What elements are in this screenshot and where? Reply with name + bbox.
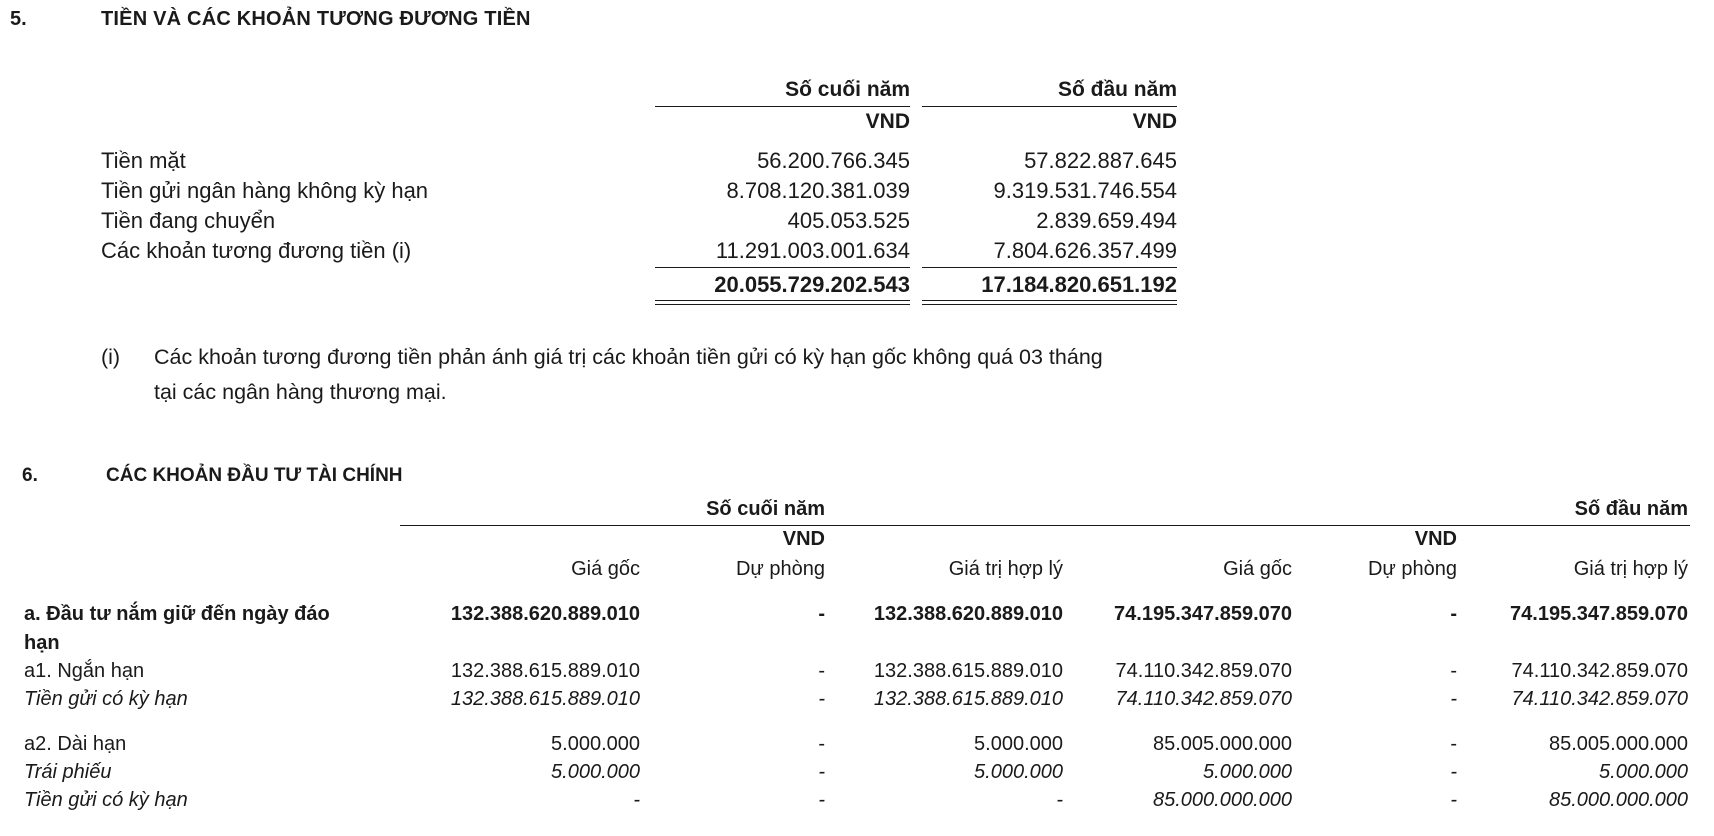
table-cell: -	[818, 688, 825, 710]
col-header-cost: Giá gốc	[1223, 558, 1292, 580]
row-label-cash-in-transit: Tiền đang chuyển	[101, 208, 276, 233]
table-cell: 5.000.000	[551, 733, 640, 755]
table-cell: -	[818, 789, 825, 811]
unit-end: VND	[865, 110, 910, 133]
col-header-fair-value: Giá trị hợp lý	[948, 558, 1063, 580]
row-value-begin: 57.822.887.645	[1024, 148, 1177, 173]
table-cell: 5.000.000	[974, 761, 1063, 783]
table-cell: -	[1450, 789, 1457, 811]
total-double-line-begin-1	[922, 300, 1177, 301]
table-cell: -	[1450, 733, 1457, 755]
row-label-term-deposits-long: Tiền gửi có kỳ hạn	[24, 789, 188, 811]
table-cell: 132.388.620.889.010	[873, 603, 1063, 625]
row-label-bonds: Trái phiếu	[24, 761, 112, 783]
total-double-line-end-2	[655, 304, 910, 305]
col-header-provision: Dự phòng	[1367, 558, 1457, 580]
table-cell: 85.000.000.000	[1548, 789, 1688, 811]
col-header-provision: Dự phòng	[735, 558, 825, 580]
table-cell: 74.110.342.859.070	[1115, 660, 1292, 682]
table-cell: -	[818, 733, 825, 755]
row-value-begin: 9.319.531.746.554	[993, 178, 1177, 203]
section-5-number: 5.	[10, 8, 27, 30]
row-label-cash: Tiền mặt	[101, 148, 186, 173]
table-cell: -	[1450, 660, 1457, 682]
row-value-end: 8.708.120.381.039	[726, 178, 910, 203]
total-value-begin: 17.184.820.651.192	[981, 272, 1177, 297]
table-cell: -	[818, 761, 825, 783]
total-value-end: 20.055.729.202.543	[714, 272, 910, 297]
table-cell: 74.110.342.859.070	[1511, 660, 1688, 682]
header-underline-begin	[922, 106, 1177, 107]
table-cell: 132.388.615.889.010	[873, 660, 1063, 682]
header-underline-end	[655, 106, 910, 107]
row-value-begin: 2.839.659.494	[1036, 208, 1177, 233]
note-marker: (i)	[101, 345, 121, 369]
table-cell: 74.195.347.859.070	[1114, 603, 1292, 625]
group-header-underline	[400, 525, 1690, 526]
row-value-end: 405.053.525	[787, 208, 910, 233]
table-cell: 5.000.000	[974, 733, 1063, 755]
row-label-short-term: a1. Ngắn hạn	[24, 660, 145, 682]
total-double-line-end-1	[655, 300, 910, 301]
row-label-demand-deposits: Tiền gửi ngân hàng không kỳ hạn	[101, 178, 429, 203]
table-cell: 132.388.620.889.010	[450, 603, 640, 625]
table-cell: 74.195.347.859.070	[1510, 603, 1688, 625]
col-header-fair-value: Giá trị hợp lý	[1573, 558, 1688, 580]
row-label-held-to-maturity-cont: hạn	[24, 632, 60, 654]
subtotal-line-end	[655, 267, 910, 268]
row-label-long-term: a2. Dài hạn	[24, 733, 127, 755]
table-cell: 132.388.615.889.010	[873, 688, 1063, 710]
table-cell: 85.005.000.000	[1548, 733, 1688, 755]
total-double-line-begin-2	[922, 304, 1177, 305]
row-label-held-to-maturity: a. Đầu tư nắm giữ đến ngày đáo	[24, 603, 330, 625]
row-value-end: 11.291.003.001.634	[715, 238, 910, 263]
row-label-term-deposits: Tiền gửi có kỳ hạn	[24, 688, 188, 710]
unit-begin: VND	[1414, 528, 1457, 550]
table-cell: -	[1450, 603, 1457, 625]
table-cell: -	[1450, 761, 1457, 783]
unit-end: VND	[782, 528, 825, 550]
row-value-end: 56.200.766.345	[757, 148, 910, 173]
unit-begin: VND	[1132, 110, 1177, 133]
row-label-cash-equivalents: Các khoản tương đương tiền (i)	[101, 238, 412, 263]
section-6-title: CÁC KHOẢN ĐẦU TƯ TÀI CHÍNH	[106, 465, 403, 486]
note-text-line-2: tại các ngân hàng thương mại.	[154, 380, 447, 404]
table-cell: 5.000.000	[1599, 761, 1688, 783]
table-cell: 85.005.000.000	[1152, 733, 1292, 755]
table-cell: 74.110.342.859.070	[1115, 688, 1292, 710]
table-cell: -	[1056, 789, 1063, 811]
table-cell: 132.388.615.889.010	[450, 688, 640, 710]
table-cell: 74.110.342.859.070	[1511, 688, 1688, 710]
table-cell: -	[818, 660, 825, 682]
note-text-line-1: Các khoản tương đương tiền phản ánh giá trị các khoản tiền gửi có kỳ hạn gốc không quá 03 tháng	[154, 345, 1103, 369]
group-header-beginning-of-year: Số đầu năm	[1574, 498, 1688, 520]
col-header-cost: Giá gốc	[571, 558, 640, 580]
row-value-begin: 7.804.626.357.499	[993, 238, 1177, 263]
group-header-end-of-year: Số cuối năm	[706, 498, 825, 520]
table-cell: -	[818, 603, 825, 625]
table-cell: -	[1450, 688, 1457, 710]
table-cell: 5.000.000	[1203, 761, 1292, 783]
table-cell: -	[633, 789, 640, 811]
col-header-beginning-of-year: Số đầu năm	[1057, 78, 1177, 101]
subtotal-line-begin	[922, 267, 1177, 268]
table-cell: 85.000.000.000	[1152, 789, 1292, 811]
table-cell: 5.000.000	[551, 761, 640, 783]
section-6-number: 6.	[22, 465, 38, 486]
table-cell: 132.388.615.889.010	[450, 660, 640, 682]
col-header-end-of-year: Số cuối năm	[785, 78, 910, 101]
section-5-title: TIỀN VÀ CÁC KHOẢN TƯƠNG ĐƯƠNG TIỀN	[101, 8, 531, 30]
